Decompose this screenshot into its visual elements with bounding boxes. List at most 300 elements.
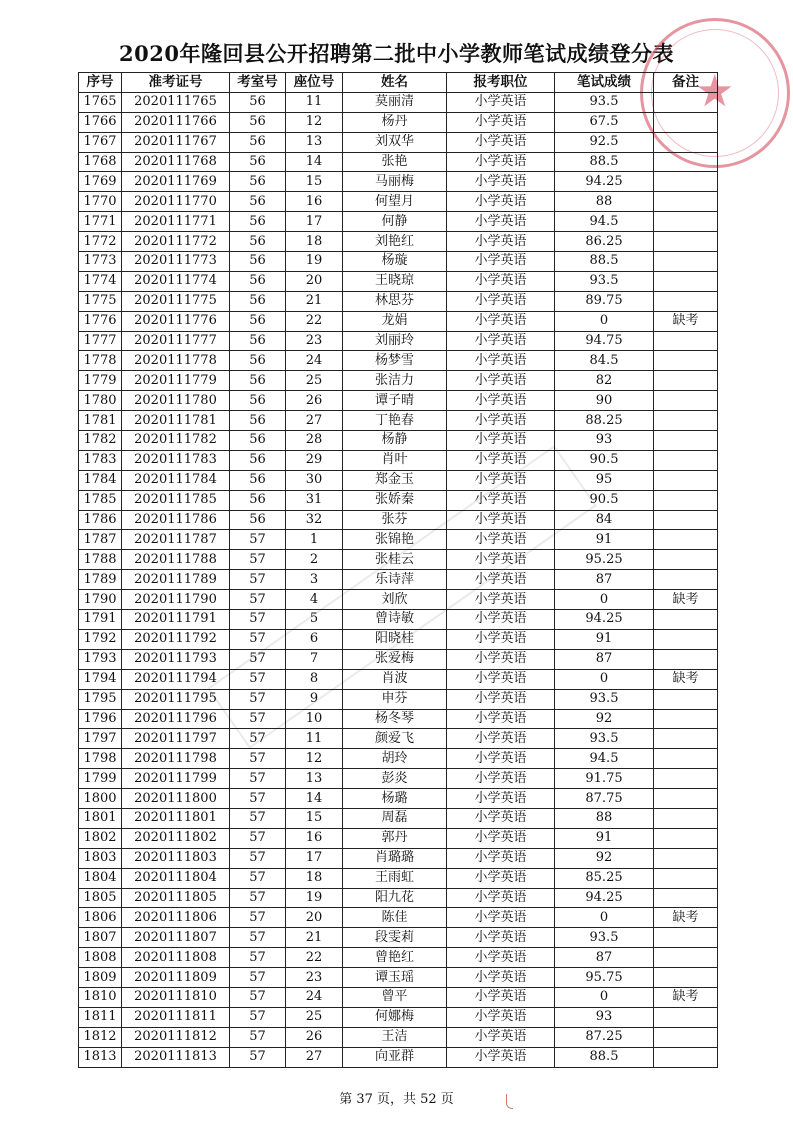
remark-cell xyxy=(654,928,718,948)
position-cell: 小学英语 xyxy=(447,1047,555,1067)
room-number-cell: 57 xyxy=(230,968,286,988)
written-score-cell: 93.5 xyxy=(555,928,654,948)
candidate-name-cell: 郑金玉 xyxy=(343,470,447,490)
exam-id-cell: 2020111808 xyxy=(122,948,230,968)
exam-id-cell: 2020111781 xyxy=(122,411,230,431)
position-cell: 小学英语 xyxy=(447,828,555,848)
remark-cell xyxy=(654,112,718,132)
table-row xyxy=(79,649,718,669)
candidate-name-cell: 周磊 xyxy=(343,808,447,828)
seat-number-cell: 23 xyxy=(286,968,343,988)
header-cell: 座位号 xyxy=(286,73,343,93)
written-score-cell: 91 xyxy=(555,828,654,848)
candidate-name-cell: 张桂云 xyxy=(343,550,447,570)
row-number-cell: 1784 xyxy=(79,470,122,490)
written-score-cell: 0 xyxy=(555,669,654,689)
candidate-name-cell: 杨静 xyxy=(343,431,447,451)
remark-cell xyxy=(654,808,718,828)
written-score-cell: 93.5 xyxy=(555,689,654,709)
row-number-cell: 1768 xyxy=(79,152,122,172)
row-number-cell: 1808 xyxy=(79,948,122,968)
room-number-cell: 56 xyxy=(230,351,286,371)
page-title: 2020年隆回县公开招聘第二批中小学教师笔试成绩登分表 xyxy=(119,41,674,66)
pen-mark xyxy=(506,1094,513,1109)
exam-id-cell: 2020111782 xyxy=(122,431,230,451)
seat-number-cell: 18 xyxy=(286,232,343,252)
position-cell: 小学英语 xyxy=(447,769,555,789)
remark-cell xyxy=(654,709,718,729)
table-header-row xyxy=(79,73,718,93)
written-score-cell: 87 xyxy=(555,649,654,669)
room-number-cell: 57 xyxy=(230,908,286,928)
table-row xyxy=(79,450,718,470)
position-cell: 小学英语 xyxy=(447,729,555,749)
row-number-cell: 1793 xyxy=(79,649,122,669)
row-number-cell: 1812 xyxy=(79,1027,122,1047)
remark-cell xyxy=(654,530,718,550)
table-row xyxy=(79,411,718,431)
row-number-cell: 1805 xyxy=(79,888,122,908)
candidate-name-cell: 阳九花 xyxy=(343,888,447,908)
row-number-cell: 1788 xyxy=(79,550,122,570)
position-cell: 小学英语 xyxy=(447,709,555,729)
table-row xyxy=(79,689,718,709)
position-cell: 小学英语 xyxy=(447,1027,555,1047)
room-number-cell: 57 xyxy=(230,888,286,908)
seat-number-cell: 11 xyxy=(286,729,343,749)
row-number-cell: 1813 xyxy=(79,1047,122,1067)
row-number-cell: 1806 xyxy=(79,908,122,928)
exam-id-cell: 2020111802 xyxy=(122,828,230,848)
candidate-name-cell: 张爱梅 xyxy=(343,649,447,669)
seat-number-cell: 16 xyxy=(286,828,343,848)
remark-cell xyxy=(654,331,718,351)
exam-id-cell: 2020111779 xyxy=(122,371,230,391)
candidate-name-cell: 马丽梅 xyxy=(343,172,447,192)
candidate-name-cell: 王雨虹 xyxy=(343,868,447,888)
written-score-cell: 88 xyxy=(555,808,654,828)
seat-number-cell: 27 xyxy=(286,411,343,431)
position-cell: 小学英语 xyxy=(447,987,555,1007)
table-row xyxy=(79,769,718,789)
room-number-cell: 57 xyxy=(230,590,286,610)
seat-number-cell: 29 xyxy=(286,450,343,470)
written-score-cell: 67.5 xyxy=(555,112,654,132)
seat-number-cell: 26 xyxy=(286,391,343,411)
row-number-cell: 1765 xyxy=(79,92,122,112)
table-row xyxy=(79,610,718,630)
position-cell: 小学英语 xyxy=(447,431,555,451)
room-number-cell: 57 xyxy=(230,948,286,968)
written-score-cell: 94.25 xyxy=(555,172,654,192)
table-row xyxy=(79,92,718,112)
seat-number-cell: 12 xyxy=(286,749,343,769)
table-row xyxy=(79,311,718,331)
position-cell: 小学英语 xyxy=(447,749,555,769)
room-number-cell: 57 xyxy=(230,689,286,709)
room-number-cell: 57 xyxy=(230,649,286,669)
row-number-cell: 1778 xyxy=(79,351,122,371)
row-number-cell: 1810 xyxy=(79,987,122,1007)
written-score-cell: 82 xyxy=(555,371,654,391)
written-score-cell: 90.5 xyxy=(555,450,654,470)
written-score-cell: 93 xyxy=(555,431,654,451)
table-row xyxy=(79,112,718,132)
room-number-cell: 56 xyxy=(230,112,286,132)
seat-number-cell: 18 xyxy=(286,868,343,888)
row-number-cell: 1791 xyxy=(79,610,122,630)
room-number-cell: 57 xyxy=(230,749,286,769)
table-row xyxy=(79,252,718,272)
header-cell: 笔试成绩 xyxy=(555,73,654,93)
candidate-name-cell: 刘双华 xyxy=(343,132,447,152)
position-cell: 小学英语 xyxy=(447,212,555,232)
seat-number-cell: 22 xyxy=(286,948,343,968)
written-score-cell: 88.5 xyxy=(555,1047,654,1067)
table-row xyxy=(79,192,718,212)
row-number-cell: 1789 xyxy=(79,570,122,590)
written-score-cell: 90 xyxy=(555,391,654,411)
remark-cell xyxy=(654,391,718,411)
remark-cell: 缺考 xyxy=(654,590,718,610)
row-number-cell: 1802 xyxy=(79,828,122,848)
room-number-cell: 56 xyxy=(230,132,286,152)
room-number-cell: 56 xyxy=(230,271,286,291)
position-cell: 小学英语 xyxy=(447,391,555,411)
remark-cell xyxy=(654,649,718,669)
row-number-cell: 1780 xyxy=(79,391,122,411)
exam-id-cell: 2020111765 xyxy=(122,92,230,112)
remark-cell xyxy=(654,769,718,789)
exam-id-cell: 2020111777 xyxy=(122,331,230,351)
written-score-cell: 93 xyxy=(555,1007,654,1027)
remark-cell xyxy=(654,848,718,868)
position-cell: 小学英语 xyxy=(447,868,555,888)
row-number-cell: 1781 xyxy=(79,411,122,431)
row-number-cell: 1767 xyxy=(79,132,122,152)
row-number-cell: 1800 xyxy=(79,789,122,809)
header-cell: 准考证号 xyxy=(122,73,230,93)
exam-id-cell: 2020111784 xyxy=(122,470,230,490)
position-cell: 小学英语 xyxy=(447,252,555,272)
candidate-name-cell: 莫丽清 xyxy=(343,92,447,112)
room-number-cell: 57 xyxy=(230,987,286,1007)
room-number-cell: 57 xyxy=(230,789,286,809)
table-row xyxy=(79,132,718,152)
room-number-cell: 57 xyxy=(230,530,286,550)
seat-number-cell: 20 xyxy=(286,908,343,928)
exam-id-cell: 2020111813 xyxy=(122,1047,230,1067)
remark-cell xyxy=(654,1047,718,1067)
seat-number-cell: 20 xyxy=(286,271,343,291)
seat-number-cell: 22 xyxy=(286,311,343,331)
written-score-cell: 91 xyxy=(555,530,654,550)
position-cell: 小学英语 xyxy=(447,968,555,988)
position-cell: 小学英语 xyxy=(447,232,555,252)
table-row xyxy=(79,371,718,391)
remark-cell xyxy=(654,132,718,152)
seat-number-cell: 13 xyxy=(286,132,343,152)
written-score-cell: 91.75 xyxy=(555,769,654,789)
seat-number-cell: 14 xyxy=(286,152,343,172)
candidate-name-cell: 何望月 xyxy=(343,192,447,212)
room-number-cell: 57 xyxy=(230,570,286,590)
exam-id-cell: 2020111786 xyxy=(122,510,230,530)
position-cell: 小学英语 xyxy=(447,331,555,351)
table-row xyxy=(79,510,718,530)
remark-cell xyxy=(654,271,718,291)
candidate-name-cell: 杨璇 xyxy=(343,252,447,272)
row-number-cell: 1785 xyxy=(79,490,122,510)
exam-id-cell: 2020111798 xyxy=(122,749,230,769)
table-row xyxy=(79,868,718,888)
table-row xyxy=(79,470,718,490)
exam-id-cell: 2020111772 xyxy=(122,232,230,252)
position-cell: 小学英语 xyxy=(447,550,555,570)
candidate-name-cell: 胡玲 xyxy=(343,749,447,769)
remark-cell xyxy=(654,152,718,172)
room-number-cell: 56 xyxy=(230,411,286,431)
room-number-cell: 56 xyxy=(230,450,286,470)
written-score-cell: 0 xyxy=(555,908,654,928)
table-row xyxy=(79,828,718,848)
exam-id-cell: 2020111801 xyxy=(122,808,230,828)
exam-id-cell: 2020111797 xyxy=(122,729,230,749)
table-row xyxy=(79,729,718,749)
room-number-cell: 56 xyxy=(230,431,286,451)
exam-id-cell: 2020111805 xyxy=(122,888,230,908)
exam-id-cell: 2020111795 xyxy=(122,689,230,709)
written-score-cell: 93.5 xyxy=(555,271,654,291)
exam-id-cell: 2020111793 xyxy=(122,649,230,669)
exam-id-cell: 2020111771 xyxy=(122,212,230,232)
exam-id-cell: 2020111796 xyxy=(122,709,230,729)
position-cell: 小学英语 xyxy=(447,192,555,212)
row-number-cell: 1796 xyxy=(79,709,122,729)
row-number-cell: 1770 xyxy=(79,192,122,212)
position-cell: 小学英语 xyxy=(447,92,555,112)
position-cell: 小学英语 xyxy=(447,808,555,828)
exam-id-cell: 2020111773 xyxy=(122,252,230,272)
remark-cell xyxy=(654,610,718,630)
exam-id-cell: 2020111792 xyxy=(122,629,230,649)
written-score-cell: 95 xyxy=(555,470,654,490)
table-row xyxy=(79,968,718,988)
room-number-cell: 56 xyxy=(230,212,286,232)
seat-number-cell: 21 xyxy=(286,928,343,948)
row-number-cell: 1786 xyxy=(79,510,122,530)
table-row xyxy=(79,431,718,451)
room-number-cell: 57 xyxy=(230,868,286,888)
table-row xyxy=(79,232,718,252)
seat-number-cell: 5 xyxy=(286,610,343,630)
candidate-name-cell: 何静 xyxy=(343,212,447,232)
candidate-name-cell: 谭玉瑶 xyxy=(343,968,447,988)
position-cell: 小学英语 xyxy=(447,908,555,928)
header-cell: 备注 xyxy=(654,73,718,93)
table-row xyxy=(79,212,718,232)
candidate-name-cell: 张锦艳 xyxy=(343,530,447,550)
written-score-cell: 95.75 xyxy=(555,968,654,988)
position-cell: 小学英语 xyxy=(447,351,555,371)
exam-id-cell: 2020111769 xyxy=(122,172,230,192)
exam-id-cell: 2020111806 xyxy=(122,908,230,928)
remark-cell xyxy=(654,729,718,749)
written-score-cell: 86.25 xyxy=(555,232,654,252)
written-score-cell: 92 xyxy=(555,709,654,729)
candidate-name-cell: 张洁力 xyxy=(343,371,447,391)
row-number-cell: 1807 xyxy=(79,928,122,948)
table-row xyxy=(79,152,718,172)
seat-number-cell: 17 xyxy=(286,848,343,868)
room-number-cell: 57 xyxy=(230,709,286,729)
written-score-cell: 87.75 xyxy=(555,789,654,809)
position-cell: 小学英语 xyxy=(447,470,555,490)
candidate-name-cell: 刘艳红 xyxy=(343,232,447,252)
room-number-cell: 57 xyxy=(230,629,286,649)
seat-number-cell: 15 xyxy=(286,172,343,192)
seat-number-cell: 25 xyxy=(286,371,343,391)
seat-number-cell: 24 xyxy=(286,987,343,1007)
candidate-name-cell: 刘丽玲 xyxy=(343,331,447,351)
seat-number-cell: 3 xyxy=(286,570,343,590)
remark-cell xyxy=(654,888,718,908)
remark-cell: 缺考 xyxy=(654,669,718,689)
candidate-name-cell: 曾平 xyxy=(343,987,447,1007)
row-number-cell: 1797 xyxy=(79,729,122,749)
position-cell: 小学英语 xyxy=(447,629,555,649)
exam-id-cell: 2020111776 xyxy=(122,311,230,331)
candidate-name-cell: 申芬 xyxy=(343,689,447,709)
table-row xyxy=(79,590,718,610)
position-cell: 小学英语 xyxy=(447,112,555,132)
written-score-cell: 84 xyxy=(555,510,654,530)
seat-number-cell: 7 xyxy=(286,649,343,669)
row-number-cell: 1771 xyxy=(79,212,122,232)
position-cell: 小学英语 xyxy=(447,948,555,968)
room-number-cell: 56 xyxy=(230,192,286,212)
seat-number-cell: 11 xyxy=(286,92,343,112)
room-number-cell: 57 xyxy=(230,550,286,570)
position-cell: 小学英语 xyxy=(447,789,555,809)
candidate-name-cell: 曾艳红 xyxy=(343,948,447,968)
written-score-cell: 94.5 xyxy=(555,212,654,232)
written-score-cell: 88 xyxy=(555,192,654,212)
remark-cell xyxy=(654,490,718,510)
remark-cell xyxy=(654,948,718,968)
position-cell: 小学英语 xyxy=(447,371,555,391)
room-number-cell: 56 xyxy=(230,371,286,391)
exam-id-cell: 2020111807 xyxy=(122,928,230,948)
candidate-name-cell: 林思芬 xyxy=(343,291,447,311)
candidate-name-cell: 杨冬琴 xyxy=(343,709,447,729)
table-row xyxy=(79,291,718,311)
header-cell: 报考职位 xyxy=(447,73,555,93)
room-number-cell: 57 xyxy=(230,729,286,749)
row-number-cell: 1801 xyxy=(79,808,122,828)
written-score-cell: 91 xyxy=(555,629,654,649)
candidate-name-cell: 谭子晴 xyxy=(343,391,447,411)
written-score-cell: 95.25 xyxy=(555,550,654,570)
remark-cell xyxy=(654,1007,718,1027)
written-score-cell: 0 xyxy=(555,987,654,1007)
row-number-cell: 1795 xyxy=(79,689,122,709)
remark-cell: 缺考 xyxy=(654,908,718,928)
exam-id-cell: 2020111803 xyxy=(122,848,230,868)
candidate-name-cell: 肖叶 xyxy=(343,450,447,470)
row-number-cell: 1790 xyxy=(79,590,122,610)
table-row xyxy=(79,351,718,371)
table-row xyxy=(79,987,718,1007)
table-row xyxy=(79,490,718,510)
room-number-cell: 56 xyxy=(230,252,286,272)
remark-cell xyxy=(654,431,718,451)
position-cell: 小学英语 xyxy=(447,928,555,948)
table-row xyxy=(79,629,718,649)
seat-number-cell: 17 xyxy=(286,212,343,232)
written-score-cell: 84.5 xyxy=(555,351,654,371)
position-cell: 小学英语 xyxy=(447,510,555,530)
exam-id-cell: 2020111794 xyxy=(122,669,230,689)
room-number-cell: 57 xyxy=(230,669,286,689)
exam-id-cell: 2020111799 xyxy=(122,769,230,789)
room-number-cell: 56 xyxy=(230,391,286,411)
position-cell: 小学英语 xyxy=(447,590,555,610)
table-row xyxy=(79,848,718,868)
row-number-cell: 1787 xyxy=(79,530,122,550)
row-number-cell: 1782 xyxy=(79,431,122,451)
position-cell: 小学英语 xyxy=(447,450,555,470)
written-score-cell: 90.5 xyxy=(555,490,654,510)
table-row xyxy=(79,789,718,809)
remark-cell xyxy=(654,172,718,192)
seat-number-cell: 31 xyxy=(286,490,343,510)
room-number-cell: 56 xyxy=(230,172,286,192)
written-score-cell: 0 xyxy=(555,590,654,610)
row-number-cell: 1804 xyxy=(79,868,122,888)
candidate-name-cell: 张娇秦 xyxy=(343,490,447,510)
exam-id-cell: 2020111767 xyxy=(122,132,230,152)
candidate-name-cell: 肖波 xyxy=(343,669,447,689)
exam-id-cell: 2020111804 xyxy=(122,868,230,888)
table-row xyxy=(79,888,718,908)
remark-cell xyxy=(654,1027,718,1047)
candidate-name-cell: 王洁 xyxy=(343,1027,447,1047)
written-score-cell: 92 xyxy=(555,848,654,868)
row-number-cell: 1798 xyxy=(79,749,122,769)
remark-cell xyxy=(654,351,718,371)
table-row xyxy=(79,1027,718,1047)
seat-number-cell: 2 xyxy=(286,550,343,570)
exam-id-cell: 2020111789 xyxy=(122,570,230,590)
row-number-cell: 1783 xyxy=(79,450,122,470)
exam-id-cell: 2020111778 xyxy=(122,351,230,371)
remark-cell xyxy=(654,570,718,590)
row-number-cell: 1803 xyxy=(79,848,122,868)
row-number-cell: 1774 xyxy=(79,271,122,291)
position-cell: 小学英语 xyxy=(447,570,555,590)
row-number-cell: 1792 xyxy=(79,629,122,649)
seat-number-cell: 32 xyxy=(286,510,343,530)
seat-number-cell: 19 xyxy=(286,888,343,908)
room-number-cell: 57 xyxy=(230,610,286,630)
remark-cell xyxy=(654,968,718,988)
candidate-name-cell: 何娜梅 xyxy=(343,1007,447,1027)
row-number-cell: 1773 xyxy=(79,252,122,272)
remark-cell: 缺考 xyxy=(654,987,718,1007)
room-number-cell: 56 xyxy=(230,311,286,331)
row-number-cell: 1809 xyxy=(79,968,122,988)
